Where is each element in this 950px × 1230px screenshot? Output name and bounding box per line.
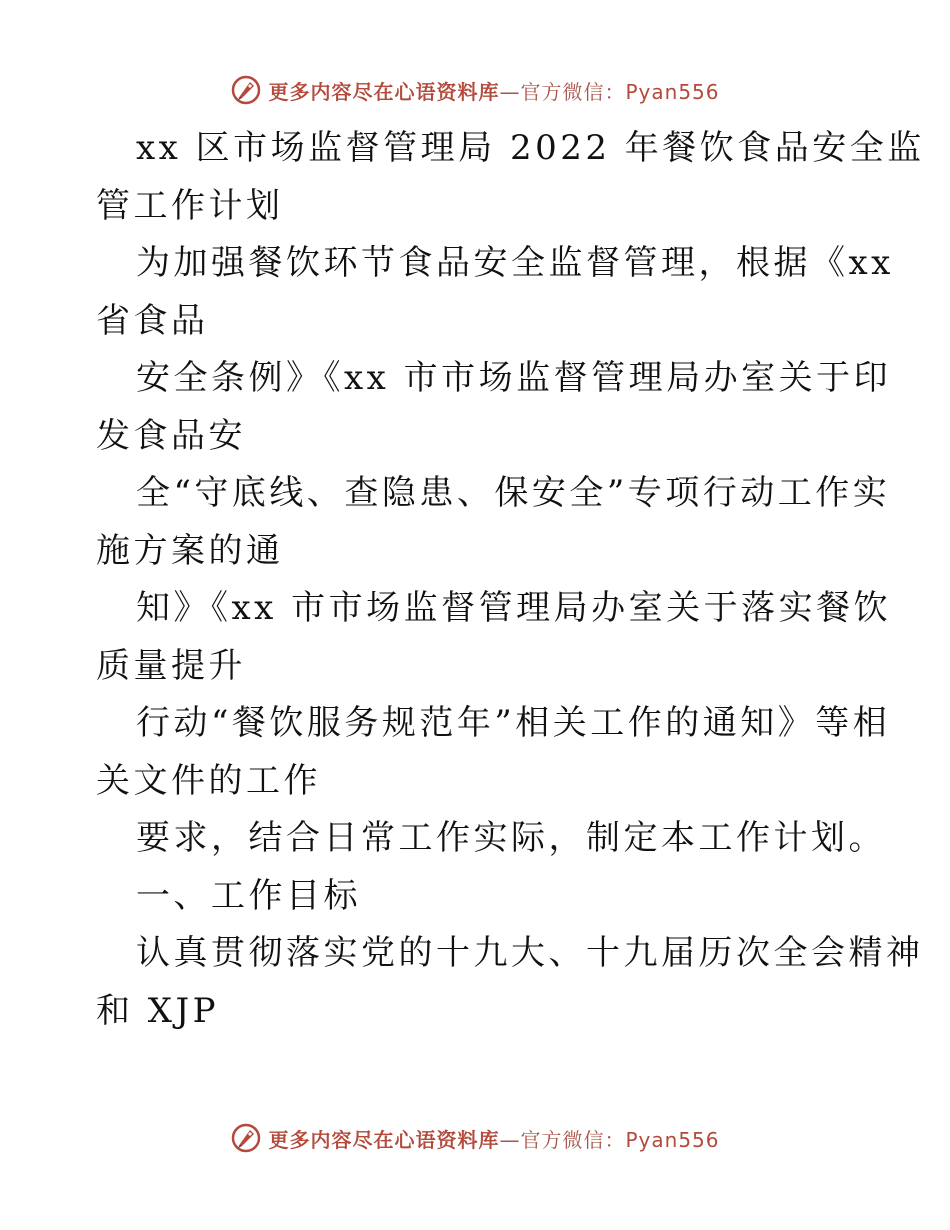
watermark-wechat-id: Pyan556 [625, 1127, 720, 1152]
watermark-dash: — [499, 1127, 521, 1152]
text-line: 发食品安 [96, 415, 246, 456]
watermark-header [0, 70, 950, 110]
text-line: 行动“餐饮服务规范年”相关工作的通知》等相 [136, 703, 891, 743]
text-line: 管工作计划 [96, 185, 284, 226]
text-line: 安全条例》《xx 市市场监督管理局办室关于印 [136, 358, 892, 398]
pen-nib-logo-icon [230, 74, 262, 106]
text-line: 一、工作目标 [136, 875, 361, 916]
text-line: 质量提升 [96, 645, 246, 686]
text-line: 认真贯彻落实党的十九大、十九届历次全会精神 [136, 933, 924, 973]
pen-nib-logo-icon [230, 1122, 262, 1154]
watermark-text [268, 76, 719, 105]
watermark-wechat-id: Pyan556 [625, 79, 720, 104]
watermark-wechat-label: 官方微信： [520, 79, 626, 104]
text-line: 施方案的通 [96, 530, 284, 571]
text-line: 关文件的工作 [96, 760, 321, 801]
watermark-footer [0, 1118, 950, 1158]
watermark-dash: — [499, 79, 521, 104]
text-line: 为加强餐饮环节食品安全监督管理，根据《xx [136, 243, 894, 283]
document-body [96, 120, 925, 1040]
text-line: 和 XJP [96, 990, 220, 1031]
text-line: 要求，结合日常工作实际，制定本工作计划。 [136, 818, 886, 858]
watermark-text [268, 1124, 719, 1153]
watermark-wechat-label: 官方微信： [520, 1127, 626, 1152]
text-line: 全“守底线、查隐患、保安全”专项行动工作实 [136, 473, 891, 513]
watermark-main-text: 更多内容尽在心语资料库 [268, 1127, 500, 1152]
text-line: xx 区市场监督管理局 2022 年餐饮食品安全监 [136, 128, 925, 168]
text-line: 省食品 [96, 300, 209, 341]
text-line: 知》《xx 市市场监督管理局办室关于落实餐饮 [136, 588, 892, 628]
watermark-main-text: 更多内容尽在心语资料库 [268, 79, 500, 104]
